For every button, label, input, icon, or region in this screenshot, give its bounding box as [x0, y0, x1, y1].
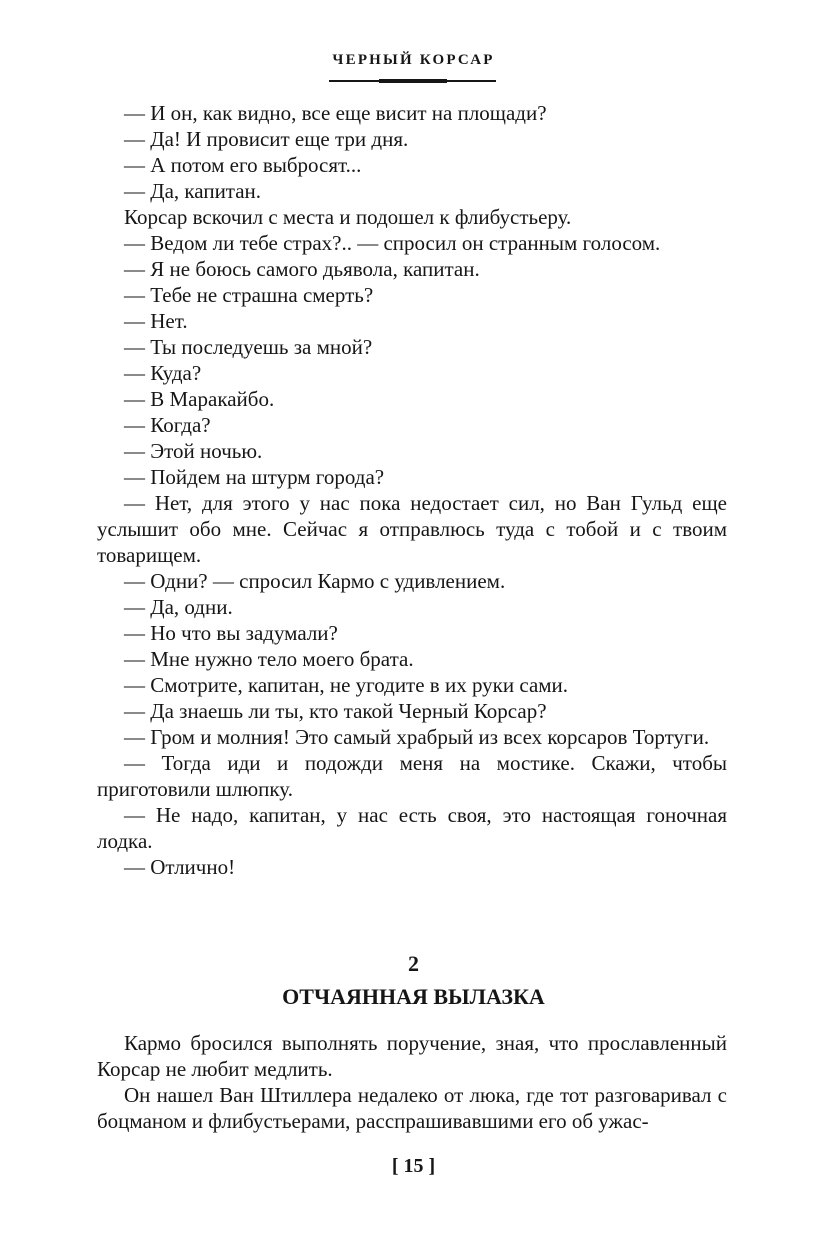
paragraph: — Да, капитан.: [124, 179, 262, 203]
chapter-number: 2: [408, 951, 419, 976]
paragraph: — И он, как видно, все еще висит на площади?: [124, 101, 547, 125]
paragraph: Он нашел Ван Штиллера недалеко от люка, где тот разговаривал с боцманом и флибустьерами, расспрашивавшими его об ужас-: [97, 1083, 727, 1133]
header-rule-ornament: [379, 79, 447, 83]
paragraph: — Да! И провисит еще три дня.: [124, 127, 409, 151]
chapter-body-text: [97, 1030, 727, 1134]
paragraph: — Не надо, капитан, у нас есть своя, это настоящая гоночная лодка.: [97, 803, 727, 853]
paragraph: — Тогда иди и подожди меня на мостике. Скажи, чтобы приготовили шлюпку.: [97, 751, 727, 801]
paragraph: — Одни? — спросил Кармо с удивлением.: [124, 569, 506, 593]
running-title: ЧЕРНЫЙ КОРСАР: [332, 52, 495, 68]
paragraph: — Но что вы задумали?: [124, 621, 338, 645]
paragraph: — Пойдем на штурм города?: [124, 465, 385, 489]
paragraph: — Нет.: [124, 309, 188, 333]
paragraph: — Куда?: [124, 361, 202, 385]
paragraph: — В Маракайбо.: [124, 387, 275, 411]
paragraph: — Да, одни.: [124, 595, 233, 619]
paragraph: — Гром и молния! Это самый храбрый из всех корсаров Тортуги.: [124, 725, 710, 749]
paragraph: — Тебе не страшна смерть?: [124, 283, 374, 307]
page-number: [ 15 ]: [391, 1155, 436, 1177]
chapter-title: ОТЧАЯННАЯ ВЫЛАЗКА: [282, 984, 545, 1009]
paragraph: — Ты последуешь за мной?: [124, 335, 373, 359]
paragraph: Кармо бросился выполнять поручение, зная, что прославленный Корсар не любит медлить.: [97, 1031, 727, 1081]
paragraph: — Я не боюсь самого дьявола, капитан.: [124, 257, 480, 281]
paragraph: Корсар вскочил с места и подошел к флибустьеру.: [124, 205, 572, 229]
paragraph: — А потом его выбросят...: [124, 153, 362, 177]
paragraph: — Мне нужно тело моего брата.: [124, 647, 414, 671]
paragraph: — Нет, для этого у нас пока недостает сил, но Ван Гульд еще услышит обо мне. Сейчас я отправлюсь туда с тобой и с твоим товарищем.: [97, 491, 727, 567]
paragraph: — Отлично!: [124, 855, 236, 879]
paragraph: — Да знаешь ли ты, кто такой Черный Корсар?: [124, 699, 547, 723]
paragraph: — Когда?: [124, 413, 211, 437]
paragraph: — Ведом ли тебе страх?.. — спросил он странным голосом.: [124, 231, 661, 255]
body-text: [97, 100, 727, 880]
paragraph: — Смотрите, капитан, не угодите в их руки сами.: [124, 673, 569, 697]
paragraph: — Этой ночью.: [124, 439, 263, 463]
